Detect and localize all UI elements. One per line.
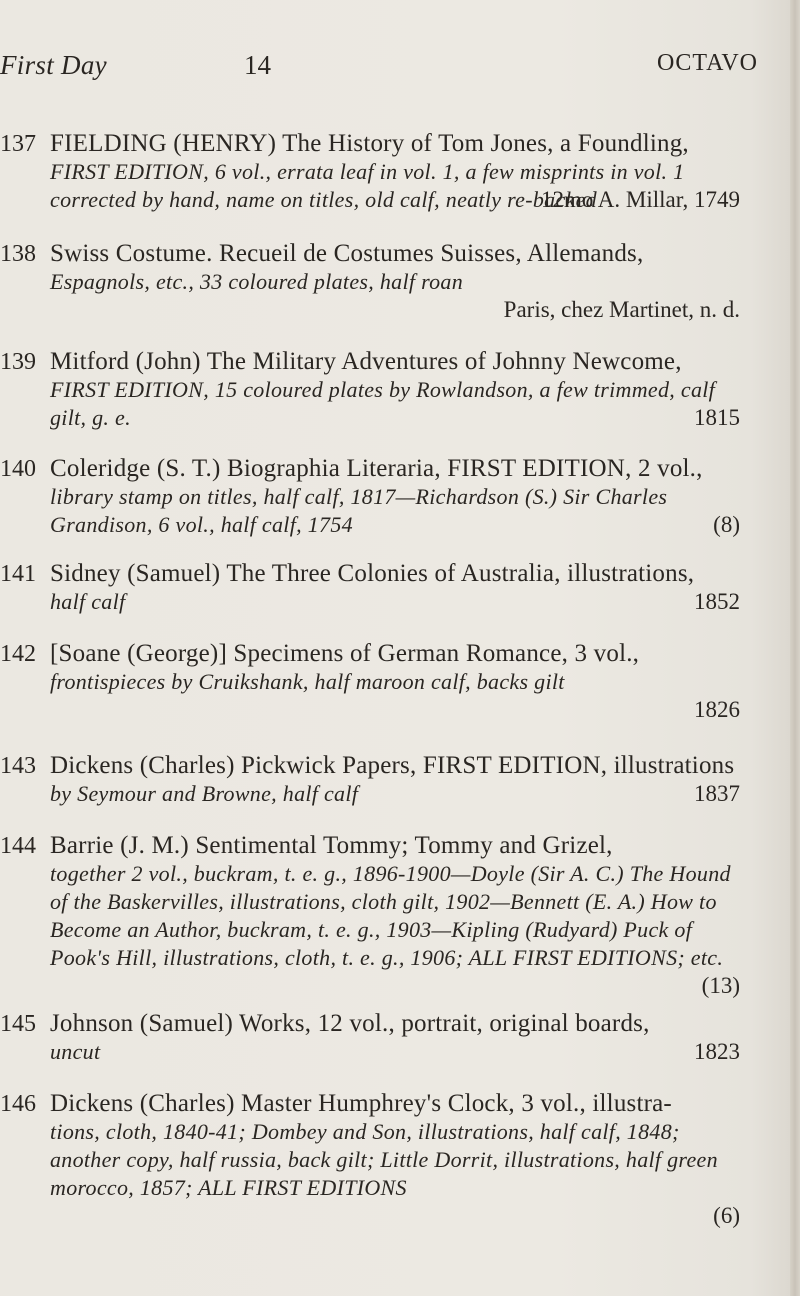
lot-details: together 2 vol., buckram, t. e. g., 1896-1900—Doyle (Sir A. C.) The Hound of the Baskervilles, illustrations, cloth gilt, 1902—Bennett (E. A.) How to Become an Author, buckram, t. e. g., 1903—Kipling (Rudyard) Puck of Pook's Hill, illustrations, cloth, t. e. g., 1906; ALL FIRST EDITIONS; etc. bbox=[50, 861, 731, 970]
running-head-day: First Day bbox=[0, 50, 107, 80]
lot-description bbox=[50, 640, 740, 696]
page-edge bbox=[790, 0, 800, 1296]
lot-number: 137 bbox=[0, 131, 36, 157]
lot-number: 138 bbox=[0, 241, 36, 267]
lot-details: uncut bbox=[50, 1039, 101, 1064]
lot-details: FIRST EDITION, 6 vol., errata leaf in vol. 1, a few misprints in vol. 1 corrected by hand, name on titles, old calf, neatly re-backed bbox=[50, 159, 685, 212]
running-head-format: OCTAVO bbox=[657, 50, 758, 76]
lot-description bbox=[50, 1090, 740, 1202]
lot-heading: Barrie (J. M.) Sentimental Tommy; Tommy and Grizel, bbox=[50, 832, 613, 859]
lot-imprint: 12mo A. Millar, 1749 bbox=[540, 187, 740, 212]
lot-heading: Dickens (Charles) Pickwick Papers, FIRST EDITION, illustrations bbox=[50, 752, 735, 779]
lot-volume-count: (6) bbox=[713, 1203, 740, 1228]
running-head bbox=[0, 50, 790, 90]
lot-number: 140 bbox=[0, 456, 36, 482]
lot-description bbox=[50, 752, 740, 808]
lot-description bbox=[50, 240, 740, 296]
lot-details: by Seymour and Browne, half calf bbox=[50, 781, 359, 806]
page-number: 14 bbox=[244, 50, 271, 80]
lot-heading: Mitford (John) The Military Adventures of Johnny Newcome, bbox=[50, 348, 682, 375]
lot-heading: FIELDING (HENRY) The History of Tom Jones, a Foundling, bbox=[50, 130, 689, 157]
lot-heading: Swiss Costume. Recueil de Costumes Suisses, Allemands, bbox=[50, 240, 644, 267]
lot-date: 1815 bbox=[694, 405, 740, 430]
lot-description bbox=[50, 832, 740, 972]
lot-details: library stamp on titles, half calf, 1817—Richardson (S.) Sir Charles Grandison, 6 vol., half calf, 1754 bbox=[50, 484, 668, 537]
lot-description bbox=[50, 560, 740, 616]
lot-details: half calf bbox=[50, 589, 126, 614]
lot-date: 1852 bbox=[694, 589, 740, 614]
lot-volume-count: (8) bbox=[713, 512, 740, 537]
lot-heading: Johnson (Samuel) Works, 12 vol., portrait, original boards, bbox=[50, 1010, 650, 1037]
lot-details: Espagnols, etc., 33 coloured plates, half roan bbox=[50, 269, 464, 294]
lot-volume-count: (13) bbox=[701, 973, 740, 998]
lot-details: tions, cloth, 1840-41; Dombey and Son, illustrations, half calf, 1848; another copy, half russia, back gilt; Little Dorrit, illustrations, half green morocco, 1857; ALL FIRST EDITIONS bbox=[50, 1119, 718, 1200]
lot-heading: Coleridge (S. T.) Biographia Literaria, FIRST EDITION, 2 vol., bbox=[50, 455, 703, 482]
lot-number: 139 bbox=[0, 349, 36, 375]
lot-number: 146 bbox=[0, 1091, 36, 1117]
lot-heading: Dickens (Charles) Master Humphrey's Clock, 3 vol., illustra- bbox=[50, 1090, 672, 1117]
lot-description bbox=[50, 348, 740, 432]
lot-date: 1837 bbox=[694, 781, 740, 806]
lot-number: 144 bbox=[0, 833, 36, 859]
lot-details: frontispieces by Cruikshank, half maroon calf, backs gilt bbox=[50, 669, 565, 694]
lot-date: 1823 bbox=[694, 1039, 740, 1064]
lot-date: 1826 bbox=[694, 697, 740, 722]
lot-heading: Sidney (Samuel) The Three Colonies of Australia, illustrations, bbox=[50, 560, 695, 587]
lot-number: 142 bbox=[0, 641, 36, 667]
lot-details: FIRST EDITION, 15 coloured plates by Rowlandson, a few trimmed, calf gilt, g. e. bbox=[50, 377, 716, 430]
lot-imprint: Paris, chez Martinet, n. d. bbox=[503, 297, 740, 322]
lot-heading: [Soane (George)] Specimens of German Romance, 3 vol., bbox=[50, 640, 640, 667]
lot-description bbox=[50, 455, 740, 539]
lot-number: 141 bbox=[0, 561, 36, 587]
lot-number: 143 bbox=[0, 753, 36, 779]
lot-number: 145 bbox=[0, 1011, 36, 1037]
lot-description bbox=[50, 1010, 740, 1066]
